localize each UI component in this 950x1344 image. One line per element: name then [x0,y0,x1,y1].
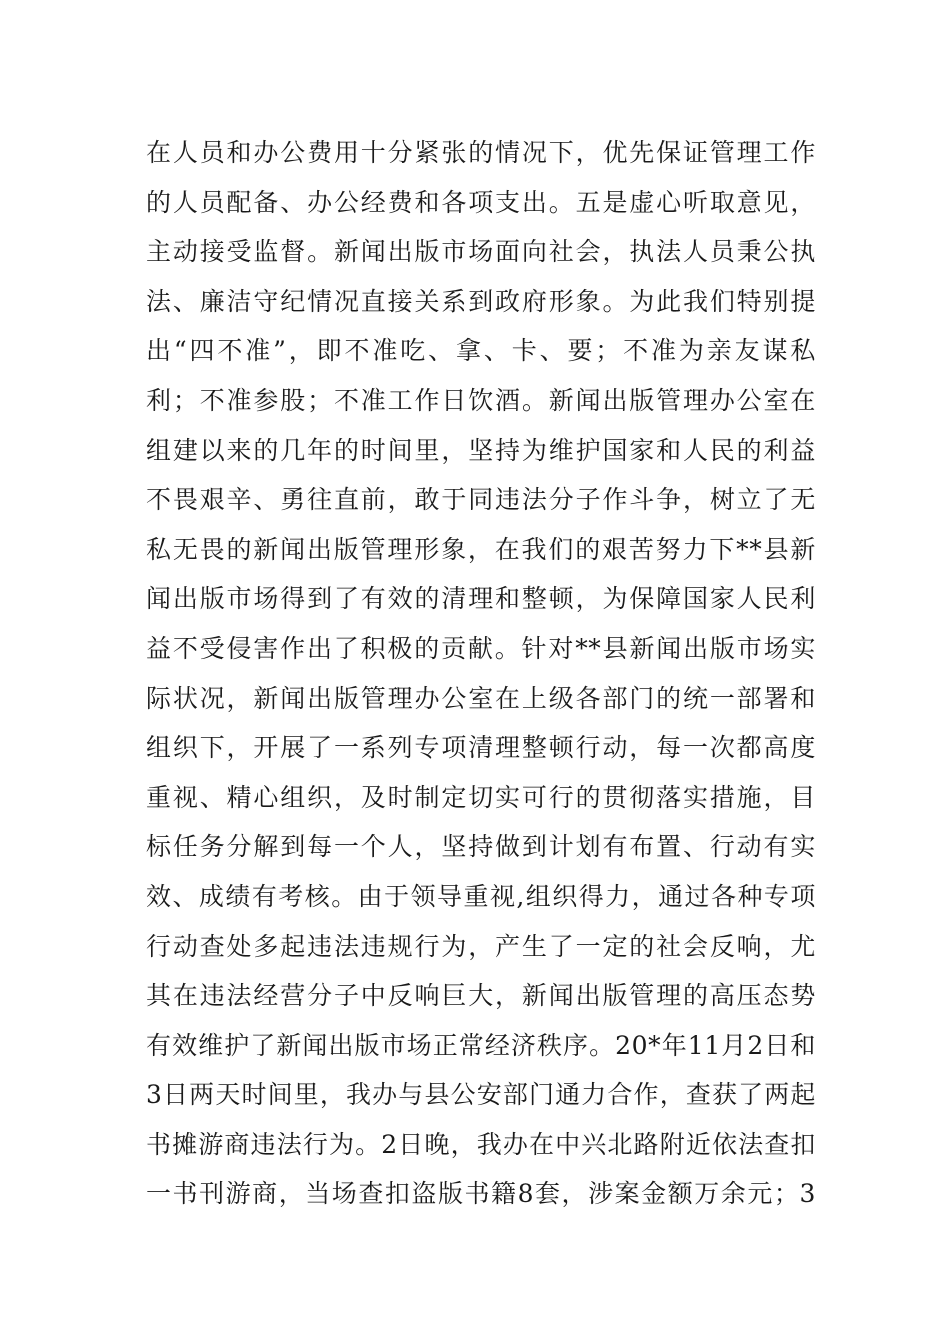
text-line: 际状况，新闻出版管理办公室在上级各部门的统一部署和 [146,683,816,713]
text-line: 有效维护了新闻出版市场正常经济秩序。20*年11月2日和 [146,1030,816,1060]
text-line: 3日两天时间里，我办与县公安部门通力合作，查获了两起 [146,1080,816,1110]
text-line: 标任务分解到每一个人，坚持做到计划有布置、行动有实 [146,832,816,862]
text-line: 利；不准参股；不准工作日饮酒。新闻出版管理办公室在 [146,385,816,415]
text-line: 行动查处多起违法违规行为，产生了一定的社会反响，尤 [146,931,816,961]
text-line: 组织下，开展了一系列专项清理整顿行动，每一次都高度 [146,733,816,763]
text-line: 书摊游商违法行为。2日晚，我办在中兴北路附近依法查扣 [146,1129,816,1159]
text-line: 在人员和办公费用十分紧张的情况下，优先保证管理工作 [146,138,816,167]
text-line: 法、廉洁守纪情况直接关系到政府形象。为此我们特别提 [146,286,816,316]
text-line: 闻出版市场得到了有效的清理和整顿，为保障国家人民利 [146,584,816,614]
text-line: 出“四不准”，即不准吃、拿、卡、要；不准为亲友谋私 [146,336,816,366]
text-line: 其在违法经营分子中反响巨大，新闻出版管理的高压态势 [146,981,816,1011]
text-line: 的人员配备、办公经费和各项支出。五是虚心听取意见， [146,187,816,217]
text-line: 组建以来的几年的时间里，坚持为维护国家和人民的利益 [146,435,816,465]
text-line: 益不受侵害作出了积极的贡献。针对**县新闻出版市场实 [146,633,816,663]
body-text [146,128,816,1219]
text-line: 一书刊游商，当场查扣盗版书籍8套，涉案金额万余元；3 [146,1179,816,1209]
text-line: 不畏艰辛、勇往直前，敢于同违法分子作斗争，树立了无 [146,485,816,515]
text-line: 重视、精心组织，及时制定切实可行的贯彻落实措施，目 [146,782,816,812]
text-line: 主动接受监督。新闻出版市场面向社会，执法人员秉公执 [146,237,816,267]
text-line: 私无畏的新闻出版管理形象，在我们的艰苦努力下**县新 [146,534,816,564]
text-line: 效、成绩有考核。由于领导重视,组织得力，通过各种专项 [146,881,816,911]
